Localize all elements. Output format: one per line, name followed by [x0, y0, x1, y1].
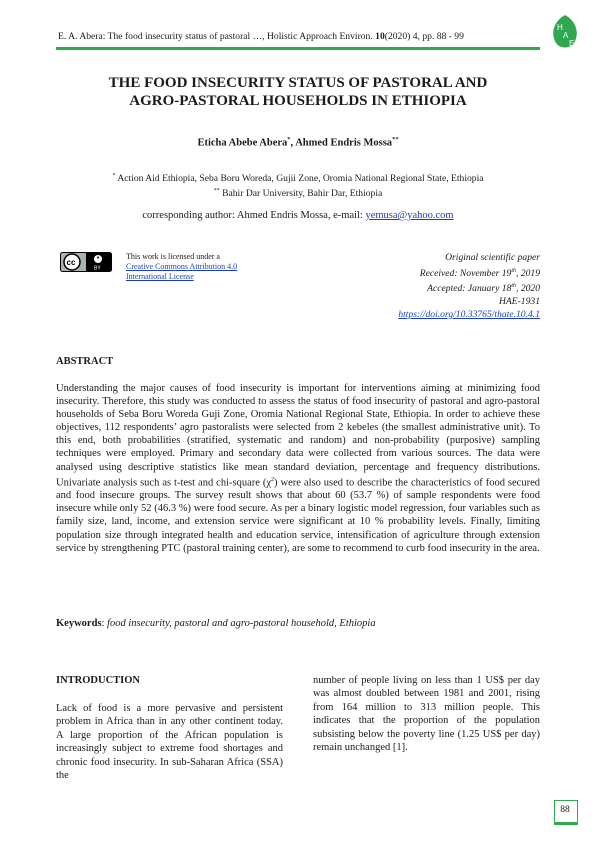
affiliations — [56, 170, 540, 200]
corresponding-author — [56, 210, 540, 221]
introduction-column-2: number of people living on less than 1 US$ per day was almost doubled between 1981 and 2001, rising from 164 million to 313 million people. This indicates that the proportion of the population subsisting below the poverty line (1.25 US$ per day) remain unchanged [1]. — [313, 675, 540, 754]
keywords — [56, 618, 540, 629]
received-sup: th — [511, 267, 517, 274]
affiliation-2-mark: ** — [213, 188, 220, 195]
license-link-line-2[interactable]: International License — [126, 272, 194, 281]
accepted-date — [340, 280, 540, 296]
article-code: HAE-1931 — [498, 296, 540, 308]
introduction-column-1: Lack of food is a more pervasive and persistent problem in Africa than in any other continent today. A large proportion of the African population is increasingly subject to extreme food shortages and chronic food insecurity. In sub-Saharan Africa (SSA) the — [56, 703, 283, 782]
cc-by-badge-icon — [60, 252, 112, 272]
author-1-mark: * — [287, 136, 291, 143]
logo-letter-e: E — [569, 39, 575, 48]
received-date — [340, 265, 540, 281]
accepted-sup: th — [511, 283, 517, 290]
page-number-bar — [554, 822, 578, 825]
author-separator: , — [290, 137, 296, 149]
logo-letter-a: A — [563, 31, 569, 40]
abstract-body — [56, 382, 540, 555]
title-line-1: THE FOOD INSECURITY STATUS OF PASTORAL AND — [108, 75, 488, 91]
header-rule — [56, 47, 540, 50]
introduction-heading: INTRODUCTION — [56, 675, 141, 686]
cc-badge-label: cc — [66, 258, 76, 267]
received-prefix: Received: November 19 — [419, 267, 512, 279]
received-suffix: , 2019 — [516, 267, 540, 279]
article-meta — [340, 252, 540, 321]
keywords-label: Keywords — [56, 618, 102, 629]
affiliation-2 — [56, 185, 540, 200]
chi-square-superscript: 2 — [271, 476, 275, 483]
affiliation-1-mark: * — [112, 173, 116, 179]
keywords-colon: : — [101, 618, 108, 629]
license-link-line-1[interactable]: Creative Commons Attribution 4.0 — [126, 262, 238, 271]
abstract-heading: ABSTRACT — [56, 356, 114, 367]
accepted-suffix: , 2020 — [516, 283, 540, 295]
running-header — [58, 31, 464, 42]
doi-link[interactable]: https://doi.org/10.33765/thate.10.4.1 — [398, 308, 540, 320]
title-line-2: AGRO-PASTORAL HOUSEHOLDS IN ETHIOPIA — [129, 93, 467, 109]
author-2-mark: ** — [392, 136, 399, 143]
author-2: Ahmed Endris Mossa — [295, 137, 393, 149]
by-badge-label: BY — [94, 265, 101, 272]
page-number: 88 — [560, 804, 570, 815]
affiliation-1-text: Action Aid Ethiopia, Seba Boru Woreda, Gujii Zone, Oromia National Regional State, Ethiopia — [115, 173, 484, 185]
article-type: Original scientific paper — [445, 252, 540, 263]
affiliation-1 — [56, 170, 540, 185]
paper-title — [56, 74, 540, 110]
abstract-text-part-2: ) were also used to describe the characteristics of food secured and food insecure groups. The survey result shows that about 60 (53.7 %) of sample respondents were food insecure while only 52 (46.3 %) were food secure. As per a binary logistic model regression, four variables such as family size, land, income, and extension service were significant at 10 % probability levels. Finally, limiting population size through integrated health and education service, intensification of agriculture through extension service by strengthening PTC (pastoral training center), are some to recommend to curb food insecurity in the area. — [56, 477, 540, 554]
keywords-text: food insecurity, pastoral and agro-pastoral household, Ethiopia — [107, 618, 376, 629]
journal-logo-icon — [546, 13, 584, 51]
license-intro: This work is licensed under a — [126, 252, 220, 261]
running-head-volume: 10 — [375, 31, 385, 42]
abstract-text-part-1: Understanding the major causes of food insecurity is important for interventions aiming at minimizing food insecurity. Therefore, this study was conducted to assess the status of food insecurity of pastoral and agro-pastoral households of Seba Boru Woreda Guji Zone, Oromia National Regional State, Ethiopia. In order to achieve these objectives, 112 respondents’ agro pastoralists were selected from 2 kebeles (the smallest administrative unit). To this end, both probabilities (stratified, systematic and random) and non-probability (purposive) sampling techniques were employed. Primary and secondary data were collected from various sources. The data were analysed using descriptive statistics like mean standard deviation, percentage and frequency distributions. Univariate analysis such as t-test and chi-square (χ — [56, 383, 540, 489]
author-list — [56, 136, 540, 149]
logo-letter-h: H — [557, 23, 563, 32]
license-text — [126, 252, 237, 282]
running-head-suffix: (2020) 4, pp. 88 - 99 — [384, 31, 464, 42]
accepted-prefix: Accepted: January 18 — [427, 283, 512, 295]
running-head-prefix: E. A. Abera: The food insecurity status of pastoral …, Holistic Approach Environ. — [58, 31, 376, 42]
corresponding-label: corresponding author: Ahmed Endris Mossa, e-mail: — [142, 210, 366, 221]
email-link[interactable]: yemusa@yahoo.com — [365, 210, 454, 221]
affiliation-2-text: Bahir Dar University, Bahir Dar, Ethiopia — [219, 188, 383, 200]
author-1: Eticha Abebe Abera — [197, 137, 288, 149]
